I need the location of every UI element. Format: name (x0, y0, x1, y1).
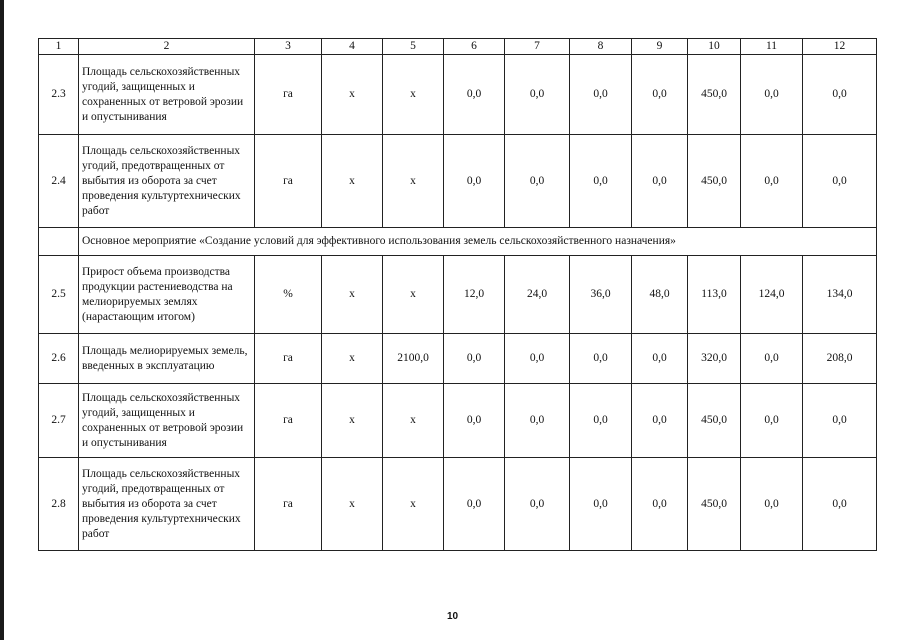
value-cell: 0,0 (632, 55, 688, 135)
value-cell: 0,0 (570, 384, 632, 458)
unit-cell: га (255, 458, 322, 551)
row-number: 2.7 (39, 384, 79, 458)
value-cell: 0,0 (505, 458, 570, 551)
value-cell: 0,0 (803, 384, 877, 458)
value-cell: х (383, 256, 444, 334)
page-number: 10 (446, 611, 459, 622)
value-cell: 0,0 (741, 55, 803, 135)
value-cell: 0,0 (444, 55, 505, 135)
header-cell: 9 (632, 39, 688, 55)
value-cell: 0,0 (570, 458, 632, 551)
indicator-name: Площадь мелиорируемых земель, введенных в эксплуатацию (79, 334, 255, 384)
header-cell: 7 (505, 39, 570, 55)
unit-cell: га (255, 384, 322, 458)
value-cell: 36,0 (570, 256, 632, 334)
value-cell: 124,0 (741, 256, 803, 334)
value-cell: 134,0 (803, 256, 877, 334)
value-cell: х (322, 256, 383, 334)
table-row (39, 135, 877, 228)
value-cell: 24,0 (505, 256, 570, 334)
value-cell: 0,0 (505, 135, 570, 228)
table-row (39, 334, 877, 384)
table-row (39, 458, 877, 551)
value-cell: 0,0 (803, 55, 877, 135)
scan-left-edge (0, 0, 4, 640)
row-number: 2.3 (39, 55, 79, 135)
value-cell: 0,0 (741, 334, 803, 384)
value-cell: 113,0 (688, 256, 741, 334)
section-blank-cell (39, 228, 79, 256)
header-cell: 4 (322, 39, 383, 55)
value-cell: 0,0 (444, 334, 505, 384)
value-cell: 0,0 (803, 135, 877, 228)
value-cell: х (383, 458, 444, 551)
value-cell: 0,0 (505, 334, 570, 384)
value-cell: 0,0 (741, 384, 803, 458)
header-cell: 2 (79, 39, 255, 55)
value-cell: 12,0 (444, 256, 505, 334)
unit-cell: га (255, 135, 322, 228)
value-cell: 48,0 (632, 256, 688, 334)
value-cell: 0,0 (505, 55, 570, 135)
value-cell: 2100,0 (383, 334, 444, 384)
header-cell: 1 (39, 39, 79, 55)
row-number: 2.6 (39, 334, 79, 384)
value-cell: х (322, 55, 383, 135)
value-cell: 0,0 (444, 458, 505, 551)
row-number: 2.5 (39, 256, 79, 334)
value-cell: 0,0 (632, 135, 688, 228)
section-title: Основное мероприятие «Создание условий для эффективного использования земель сельскохозяйственного назначения» (79, 228, 877, 256)
value-cell: 0,0 (444, 384, 505, 458)
indicator-name: Площадь сельскохозяйственных угодий, защищенных и сохраненных от ветровой эрозии и опустынивания (79, 384, 255, 458)
value-cell: 450,0 (688, 135, 741, 228)
value-cell: 0,0 (444, 135, 505, 228)
value-cell: 0,0 (632, 384, 688, 458)
header-cell: 11 (741, 39, 803, 55)
value-cell: 0,0 (632, 458, 688, 551)
value-cell: 0,0 (570, 55, 632, 135)
indicator-name: Площадь сельскохозяйственных угодий, защищенных и сохраненных от ветровой эрозии и опустынивания (79, 55, 255, 135)
value-cell: 450,0 (688, 55, 741, 135)
value-cell: 208,0 (803, 334, 877, 384)
row-number: 2.4 (39, 135, 79, 228)
unit-cell: % (255, 256, 322, 334)
table-row (39, 384, 877, 458)
header-cell: 10 (688, 39, 741, 55)
value-cell: 0,0 (741, 458, 803, 551)
value-cell: х (322, 334, 383, 384)
header-cell: 6 (444, 39, 505, 55)
unit-cell: га (255, 334, 322, 384)
row-number: 2.8 (39, 458, 79, 551)
value-cell: х (383, 135, 444, 228)
value-cell: 0,0 (803, 458, 877, 551)
value-cell: х (322, 135, 383, 228)
header-cell: 5 (383, 39, 444, 55)
value-cell: 0,0 (505, 384, 570, 458)
value-cell: х (322, 458, 383, 551)
value-cell: 0,0 (570, 334, 632, 384)
header-cell: 8 (570, 39, 632, 55)
value-cell: 0,0 (570, 135, 632, 228)
table-row (39, 256, 877, 334)
value-cell: 0,0 (632, 334, 688, 384)
header-cell: 12 (803, 39, 877, 55)
value-cell: х (383, 55, 444, 135)
value-cell: 450,0 (688, 384, 741, 458)
indicator-name: Прирост объема производства продукции растениеводства на мелиорируемых землях (нарастающим итогом) (79, 256, 255, 334)
indicators-table (38, 38, 877, 551)
value-cell: 0,0 (741, 135, 803, 228)
indicator-name: Площадь сельскохозяйственных угодий, предотвращенных от выбытия из оборота за счет проведения культуртехнических работ (79, 458, 255, 551)
header-row (39, 39, 877, 55)
value-cell: 450,0 (688, 458, 741, 551)
value-cell: х (322, 384, 383, 458)
table-row (39, 55, 877, 135)
indicator-name: Площадь сельскохозяйственных угодий, предотвращенных от выбытия из оборота за счет проведения культуртехнических работ (79, 135, 255, 228)
section-row (39, 228, 877, 256)
unit-cell: га (255, 55, 322, 135)
header-cell: 3 (255, 39, 322, 55)
value-cell: 320,0 (688, 334, 741, 384)
value-cell: х (383, 384, 444, 458)
